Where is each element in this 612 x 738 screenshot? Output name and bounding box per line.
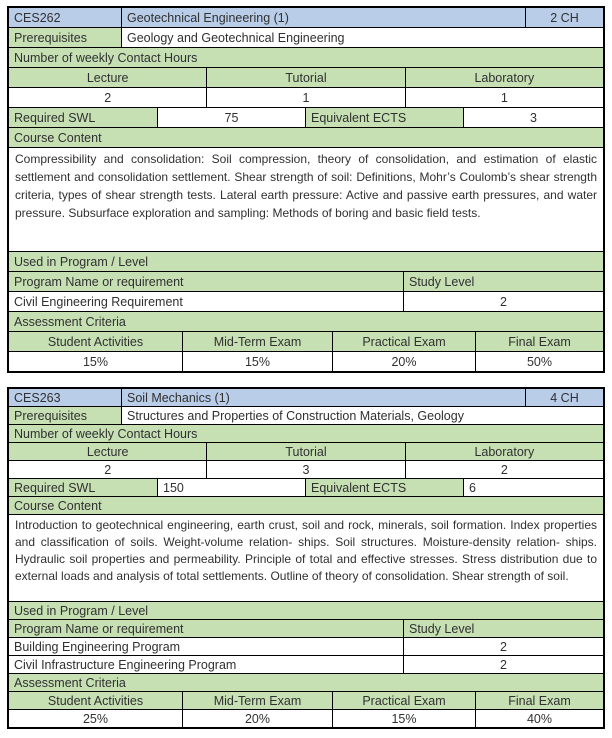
course-header-row bbox=[9, 8, 603, 27]
student-activities-value: 15% bbox=[82, 354, 109, 369]
final-exam-value: 50% bbox=[475, 352, 603, 371]
contact-hours-label: Number of weekly Contact Hours bbox=[9, 48, 603, 67]
course-code: CES262 bbox=[9, 8, 121, 27]
final-exam-value: 40% bbox=[475, 710, 603, 727]
course-content-section-row bbox=[9, 496, 603, 514]
course-content-text: Compressibility and consolidation: Soil compression, theory of consolidation, and estimation of elastic settlement and consolidation settlement. Shear strength of soil: Definitions, Mohr’s Coulomb’s shear strength criteria, types of shear strength tests. Lateral earth pressure: Active and passive earth pressures, and water pressure. Subsurface exploration and sampling: Methods of boring and basic field tests. bbox=[15, 152, 597, 220]
contact-headers-row bbox=[9, 442, 603, 460]
course-table-ces262 bbox=[7, 6, 605, 373]
assessment-values-row bbox=[9, 709, 603, 727]
assessment-criteria-label: Assessment Criteria bbox=[9, 312, 603, 331]
prerequisites-value: Structures and Properties of Construction Materials, Geology bbox=[121, 407, 603, 424]
course-title: Geotechnical Engineering (1) bbox=[121, 8, 525, 27]
assessment-criteria-label: Assessment Criteria bbox=[9, 674, 603, 691]
prerequisites-label: Prerequisites bbox=[9, 28, 121, 47]
course-content-label: Course Content bbox=[9, 128, 603, 147]
equivalent-ects-label: Equivalent ECTS bbox=[305, 479, 463, 496]
tutorial-value: 1 bbox=[206, 88, 404, 107]
assessment-headers-row bbox=[9, 331, 603, 351]
program-name: Building Engineering Program bbox=[14, 639, 181, 654]
prerequisites-row bbox=[9, 406, 603, 424]
tutorial-value: 3 bbox=[206, 461, 404, 478]
program-row bbox=[9, 655, 603, 673]
course-table-ces263 bbox=[7, 387, 605, 729]
course-code: CES263 bbox=[9, 389, 121, 406]
mid-term-exam-value: 15% bbox=[182, 352, 332, 371]
used-in-program-section-row bbox=[9, 601, 603, 619]
contact-hours-section-row bbox=[9, 47, 603, 67]
study-level-value: 2 bbox=[403, 656, 603, 673]
lecture-header: Lecture bbox=[9, 443, 206, 460]
prerequisites-value: Geology and Geotechnical Engineering bbox=[121, 28, 603, 47]
practical-exam-header: Practical Exam bbox=[332, 692, 475, 709]
assessment-section-row bbox=[9, 311, 603, 331]
course-content-row bbox=[9, 514, 603, 601]
course-title: Soil Mechanics (1) bbox=[121, 389, 525, 406]
used-in-program-section-row bbox=[9, 251, 603, 271]
contact-values-row bbox=[9, 460, 603, 478]
program-row bbox=[9, 291, 603, 311]
program-name: Civil Engineering Requirement bbox=[14, 294, 183, 309]
credit-hours: 2 CH bbox=[525, 8, 603, 27]
program-headers-row bbox=[9, 271, 603, 291]
required-swl-value: 150 bbox=[157, 479, 305, 496]
equivalent-ects-value: 6 bbox=[463, 479, 603, 496]
lecture-value: 2 bbox=[104, 462, 112, 477]
assessment-values-row bbox=[9, 351, 603, 371]
study-level-header: Study Level bbox=[403, 620, 603, 637]
required-swl-label: Required SWL bbox=[9, 108, 157, 127]
contact-headers-row bbox=[9, 67, 603, 87]
program-row bbox=[9, 637, 603, 655]
tutorial-header: Tutorial bbox=[206, 68, 404, 87]
credit-hours: 4 CH bbox=[525, 389, 603, 406]
practical-exam-value: 20% bbox=[332, 352, 475, 371]
laboratory-header: Laboratory bbox=[405, 443, 603, 460]
swl-row bbox=[9, 478, 603, 496]
student-activities-header: Student Activities bbox=[9, 332, 182, 351]
tutorial-header: Tutorial bbox=[206, 443, 404, 460]
program-name-header: Program Name or requirement bbox=[9, 620, 403, 637]
required-swl-label: Required SWL bbox=[9, 479, 157, 496]
program-name: Civil Infrastructure Engineering Program bbox=[14, 657, 237, 672]
assessment-headers-row bbox=[9, 691, 603, 709]
laboratory-value: 2 bbox=[405, 461, 603, 478]
mid-term-exam-value: 20% bbox=[182, 710, 332, 727]
program-headers-row bbox=[9, 619, 603, 637]
used-in-program-label: Used in Program / Level bbox=[9, 602, 603, 619]
prerequisites-row bbox=[9, 27, 603, 47]
practical-exam-value: 15% bbox=[332, 710, 475, 727]
lecture-header: Lecture bbox=[9, 68, 206, 87]
required-swl-value: 75 bbox=[157, 108, 305, 127]
contact-values-row bbox=[9, 87, 603, 107]
used-in-program-label: Used in Program / Level bbox=[9, 252, 603, 271]
final-exam-header: Final Exam bbox=[475, 692, 603, 709]
mid-term-exam-header: Mid-Term Exam bbox=[182, 692, 332, 709]
program-name-header: Program Name or requirement bbox=[9, 272, 403, 291]
course-content-row bbox=[9, 147, 603, 251]
study-level-value: 2 bbox=[403, 638, 603, 655]
assessment-section-row bbox=[9, 673, 603, 691]
mid-term-exam-header: Mid-Term Exam bbox=[182, 332, 332, 351]
laboratory-value: 1 bbox=[405, 88, 603, 107]
lecture-value: 2 bbox=[104, 90, 112, 105]
student-activities-header: Student Activities bbox=[9, 692, 182, 709]
contact-hours-section-row bbox=[9, 424, 603, 442]
equivalent-ects-label: Equivalent ECTS bbox=[305, 108, 463, 127]
course-content-text: Introduction to geotechnical engineering, earth crust, soil and rock, minerals, soil formation. Index properties and classification of soils. Weight-volume relation- ships. Soil structures. Moisture-density relation- ships. Hydraulic soil properties and permeability. Principle of total and effective stresses. Stress distribution due to external loads and analysis of total settlements. Outline of theory of consolidation. Shear strength of soil. bbox=[15, 518, 597, 583]
practical-exam-header: Practical Exam bbox=[332, 332, 475, 351]
study-level-value: 2 bbox=[403, 292, 603, 311]
contact-hours-label: Number of weekly Contact Hours bbox=[9, 425, 603, 442]
equivalent-ects-value: 3 bbox=[463, 108, 603, 127]
course-header-row bbox=[9, 389, 603, 406]
course-content-section-row bbox=[9, 127, 603, 147]
study-level-header: Study Level bbox=[403, 272, 603, 291]
final-exam-header: Final Exam bbox=[475, 332, 603, 351]
course-content-label: Course Content bbox=[9, 497, 603, 514]
prerequisites-label: Prerequisites bbox=[9, 407, 121, 424]
student-activities-value: 25% bbox=[82, 711, 109, 726]
laboratory-header: Laboratory bbox=[405, 68, 603, 87]
swl-row bbox=[9, 107, 603, 127]
